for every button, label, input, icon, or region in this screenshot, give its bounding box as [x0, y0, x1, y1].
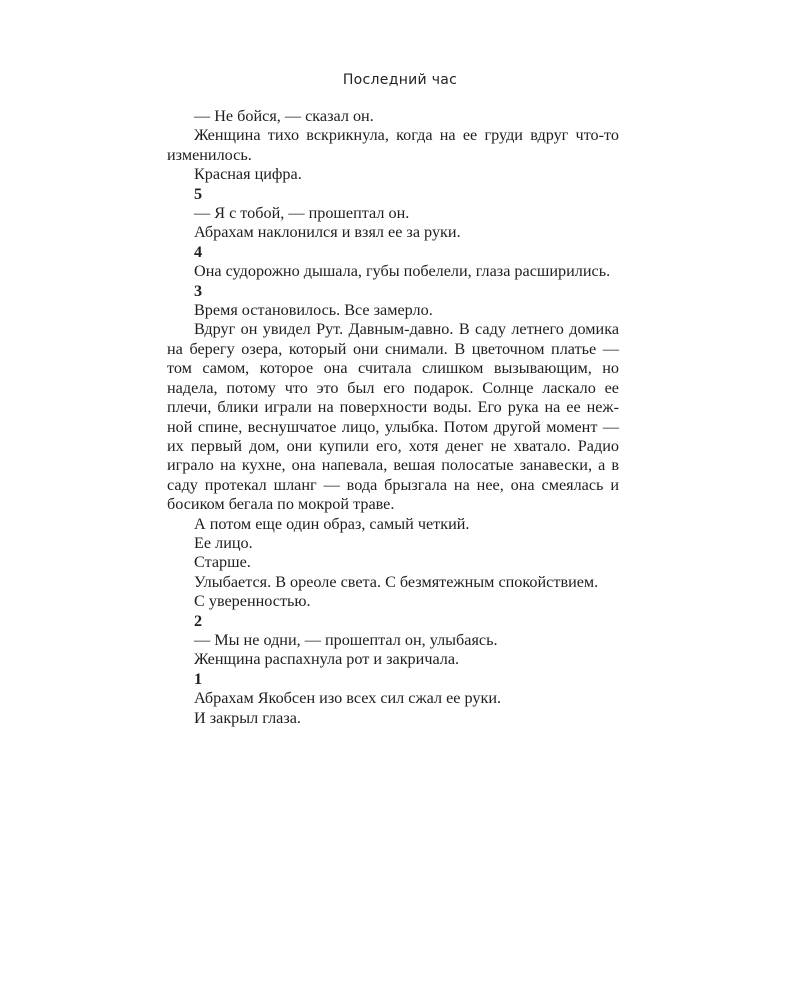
paragraph: — Мы не одни, — прошептал он, улыбаясь. [194, 630, 498, 649]
paragraph: Абрахам Якобсен изо всех сил сжал ее руки. [194, 689, 502, 708]
paragraph: Женщина распахнула рот и закричала. [194, 650, 460, 669]
countdown-number: 3 [194, 281, 203, 300]
countdown-number: 1 [194, 669, 203, 688]
paragraph: С уверенностью. [194, 592, 311, 611]
paragraph: Время остановилось. Все замерло. [194, 301, 433, 320]
paragraph: И закрыл глаза. [194, 708, 301, 727]
paragraph: Ее лицо. [194, 533, 253, 552]
paragraph: Старше. [194, 553, 251, 572]
running-title: Последний час [342, 72, 458, 88]
paragraph: Вдруг он увидел Рут. Давным-давно. В саду летнего домика на берегу озера, который они снимали. В цветочном платье — том самом, которое она считала слишком вызывающим, но надела, потому что это был его подарок. Солнце ласкало ее плечи, блики играли на поверхности воды. Его рука на ее нежной спине, веснушчатое лицо, улыбка. Потом другой момент — их первый дом, они купили его, хотя денег не хватало. Радио играло на кухне, она напевала, вешая полосатые занавески, а в саду протекал шланг — вода брызгала на нее, она смеялась и босиком бегала по мокрой траве. [167, 320, 619, 514]
paragraph: А потом еще один образ, самый четкий. [194, 514, 470, 533]
paragraph: — Не бойся, — сказал он. [194, 107, 374, 125]
countdown-number: 5 [194, 184, 203, 203]
paragraph: Она судорожно дышала, губы побелели, глаза расширились. [194, 262, 611, 281]
body-text [167, 107, 619, 728]
countdown-number: 2 [194, 611, 203, 630]
paragraph: Абрахам наклонился и взял ее за руки. [194, 223, 461, 242]
countdown-number: 4 [194, 242, 203, 261]
paragraph: Улыбается. В ореоле света. С безмятежным спокойствием. [194, 572, 599, 591]
paragraph: Красная цифра. [194, 165, 302, 184]
paragraph: Женщина тихо вскрикнула, когда на ее груди вдруг что-то изменилось. [167, 126, 619, 164]
paragraph: — Я с тобой, — прошептал он. [194, 204, 410, 223]
